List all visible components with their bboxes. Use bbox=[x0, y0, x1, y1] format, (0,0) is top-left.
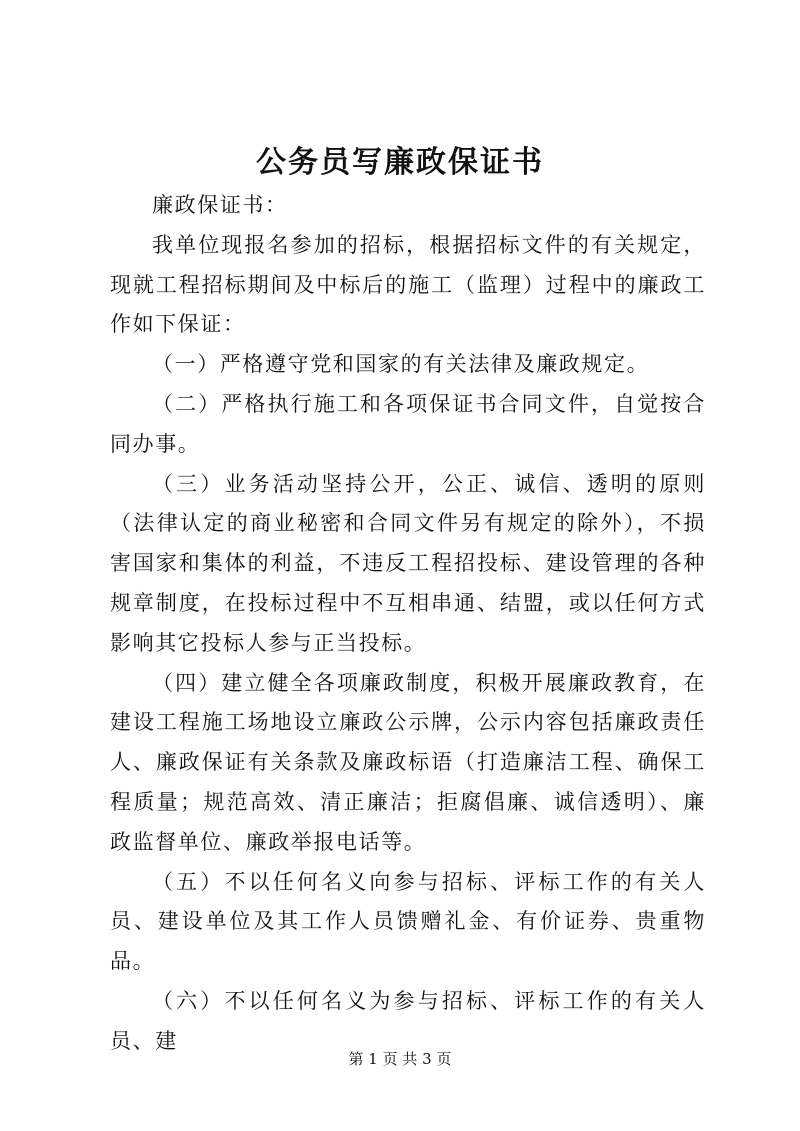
paragraph-item-2: （二）严格执行施工和各项保证书合同文件，自觉按合同办事。 bbox=[110, 391, 706, 456]
paragraph-item-4: （四）建立健全各项廉政制度，积极开展廉政教育，在建设工程施工场地设立廉政公示牌，公示内容包括廉政责任人、廉政保证有关条款及廉政标语（打造廉洁工程、确保工程质量；规范高效、清正廉洁；拒腐倡廉、诚信透明）、廉政监督单位、廉政举报电话等。 bbox=[110, 670, 706, 854]
paragraph-item-1: （一）严格遵守党和国家的有关法律及廉政规定。 bbox=[152, 352, 650, 377]
paragraph-intro: 我单位现报名参加的招标，根据招标文件的有关规定，现就工程招标期间及中标后的施工（监理）过程中的廉政工作如下保证： bbox=[110, 232, 706, 337]
paragraph-item-5: （五）不以任何名义向参与招标、评标工作的有关人员、建设单位及其工作人员馈赠礼金、有价证券、贵重物品。 bbox=[110, 869, 706, 974]
paragraph-item-6: （六）不以任何名义为参与招标、评标工作的有关人员、建 bbox=[110, 988, 706, 1053]
paragraph-salutation: 廉政保证书： bbox=[152, 193, 288, 217]
page-footer: 第 1 页 共 3 页 bbox=[348, 1050, 452, 1068]
paragraph-item-3: （三）业务活动坚持公开，公正、诚信、透明的原则（法律认定的商业秘密和合同文件另有规定的除外），不损害国家和集体的利益，不违反工程招投标、建设管理的各种规章制度，在投标过程中不互相串通、结盟，或以任何方式影响其它投标人参与正当投标。 bbox=[110, 471, 706, 655]
document-body bbox=[110, 186, 706, 1062]
document-title: 公务员写廉政保证书 bbox=[256, 145, 544, 180]
